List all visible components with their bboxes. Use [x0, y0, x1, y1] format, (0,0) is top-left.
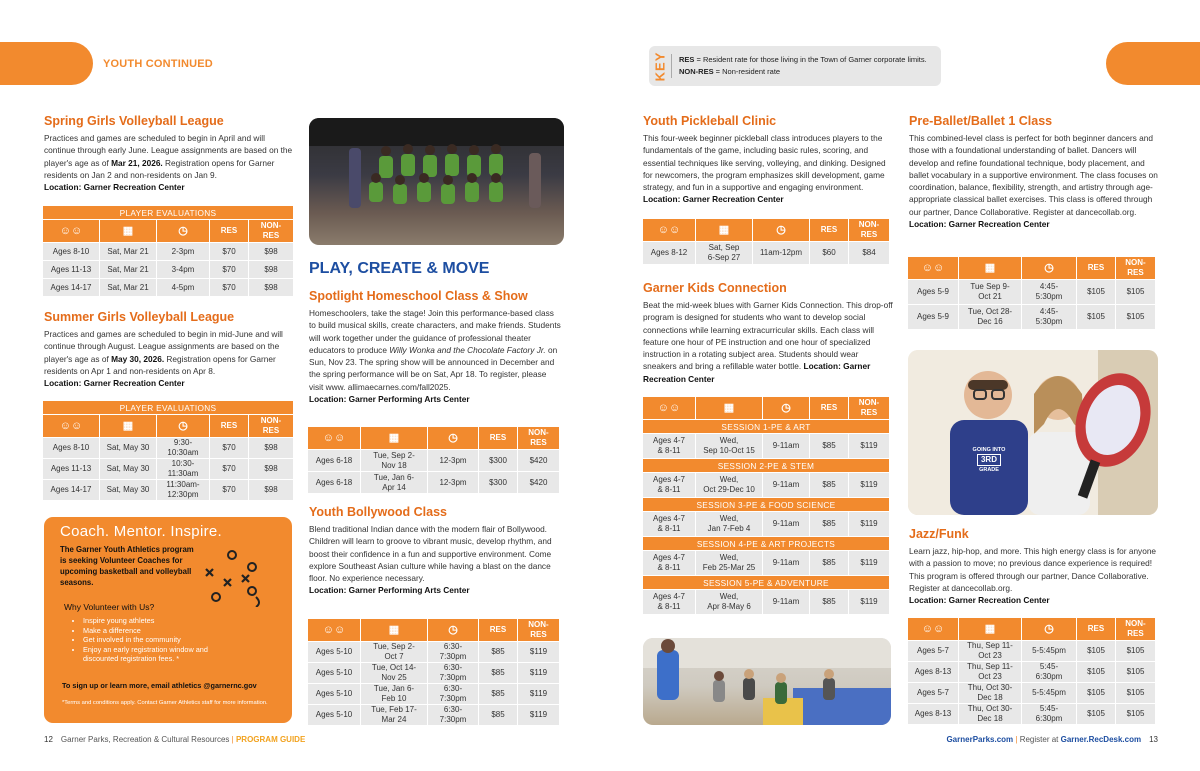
nonres-header: NON- RES: [249, 415, 293, 437]
table-cell: 5:45- 6:30pm: [1022, 704, 1076, 724]
table-cell: Sat, May 30: [100, 438, 156, 458]
table-cell: Wed, Feb 25-Mar 25: [696, 551, 762, 575]
table-cell: Ages 4-7 & 8-11: [643, 473, 695, 497]
session-bar: SESSION 4-PE & ART PROJECTS: [643, 537, 889, 550]
table-cell: $70: [210, 279, 248, 296]
nonres-header: NON- RES: [518, 427, 559, 449]
table-cell: Ages 5-9: [908, 280, 958, 304]
res-header: RES: [479, 427, 517, 449]
jazz-body: Learn jazz, hip-hop, and more. This high energy class is for anyone with a passion to move; no previous dance experience is required! This program is offered through our partner, Dance Collaborative. Register at dancecollab.org. Location: Garner Recreation Center: [909, 546, 1157, 606]
table-cell: $119: [518, 705, 559, 725]
coach-signup-text: To sign up or learn more, email athletics @garnernc.gov: [62, 681, 257, 690]
table-cell: $119: [849, 590, 889, 614]
table-cell: Ages 4-7 & 8-11: [643, 551, 695, 575]
table-cell: Thu, Oct 30- Dec 18: [959, 683, 1021, 703]
nonres-header: NON- RES: [849, 219, 889, 241]
table-cell: Ages 5-10: [308, 684, 360, 704]
table-row: [308, 684, 559, 704]
calendar-icon: ▦: [100, 415, 156, 437]
table-row: [643, 242, 889, 264]
table-cell: $119: [849, 473, 889, 497]
table-cell: $85: [479, 705, 517, 725]
table-cell: $98: [249, 279, 293, 296]
people-icon: ☺☺: [643, 219, 695, 241]
people-icon: ☺☺: [43, 415, 99, 437]
table-row: [43, 243, 293, 260]
clock-icon: ◷: [428, 427, 478, 449]
table-cell: 4:45- 5:30pm: [1022, 305, 1076, 329]
table-cell: Tue, Oct 14- Nov 25: [361, 663, 427, 683]
spring-volleyball-section: [44, 114, 294, 193]
table-cell: $105: [1077, 280, 1115, 304]
table-cell: 6:30- 7:30pm: [428, 663, 478, 683]
session-bar: SESSION 2-PE & STEM: [643, 459, 889, 472]
list-item: • Get involved in the community: [83, 635, 224, 645]
res-header: RES: [1077, 618, 1115, 640]
table-cell: $70: [210, 438, 248, 458]
table-cell: $98: [249, 243, 293, 260]
summer-volleyball-body: Practices and games are scheduled to begin in mid-June and will continue through August. League assignments are based on the player's age as of May 30, 2026. Registration opens for Garner residents on Apr 1 and non-residents on Apr 8. Location: Garner Recreation Center: [44, 329, 283, 389]
bollywood-title: Youth Bollywood Class: [309, 505, 447, 519]
spotlight-schedule-table: [307, 426, 560, 494]
table-row: [643, 473, 889, 497]
table-cell: Sat, Mar 21: [100, 261, 156, 278]
table-cell: Tue, Sep 2- Nov 18: [361, 450, 427, 471]
table-cell: Tue, Jan 6- Apr 14: [361, 472, 427, 493]
table-cell: Ages 5-10: [308, 663, 360, 683]
footer-site-link[interactable]: GarnerParks.com: [946, 735, 1014, 744]
table-cell: Ages 8-10: [43, 438, 99, 458]
clock-icon: ◷: [157, 415, 209, 437]
table-cell: $98: [249, 459, 293, 479]
people-icon: ☺☺: [643, 397, 695, 419]
coach-why-heading: Why Volunteer with Us?: [64, 602, 155, 612]
footer-program-guide: PROGRAM GUIDE: [235, 735, 306, 744]
clock-icon: ◷: [763, 397, 809, 419]
table-cell: 12-3pm: [428, 450, 478, 471]
table-cell: 6:30- 7:30pm: [428, 705, 478, 725]
table-cell: 12-3pm: [428, 472, 478, 493]
clock-icon: ◷: [753, 219, 809, 241]
pickleball-body: This four-week beginner pickleball class introduces players to the fundamentals of the game, including basic rules, scoring, and essential techniques like serving, volleying, and dinking. Designed for newcomers, the program emphasizes skill development, game strategy, and fun in a supportive and engaging environment. Location: Garner Recreation Center: [643, 133, 886, 205]
table-cell: Ages 5-9: [908, 305, 958, 329]
table-cell: $98: [249, 261, 293, 278]
table-cell: $85: [810, 551, 848, 575]
table-cell: 9-11am: [763, 551, 809, 575]
pickleball-schedule-table: [642, 218, 890, 265]
key-definitions: RES = Resident rate for those living in the Town of Garner corporate limits. NON-RES = Non-resident rate: [671, 54, 927, 78]
table-cell: Ages 11-13: [43, 459, 99, 479]
table-cell: 9-11am: [763, 512, 809, 536]
table-cell: Ages 5-7: [908, 683, 958, 703]
res-header: RES: [810, 219, 848, 241]
session-bar: SESSION 3-PE & FOOD SCIENCE: [643, 498, 889, 511]
table-cell: $85: [479, 663, 517, 683]
table-row: [43, 261, 293, 278]
spring-volleyball-title: Spring Girls Volleyball League: [44, 114, 224, 128]
table-cell: Sat, Mar 21: [100, 243, 156, 260]
nonres-header: NON- RES: [249, 220, 293, 242]
table-cell: Sat, Sep 6-Sep 27: [696, 242, 752, 264]
res-header: RES: [479, 619, 517, 641]
calendar-icon: ▦: [361, 619, 427, 641]
table-cell: $60: [810, 242, 848, 264]
table-cell: Ages 8-10: [43, 243, 99, 260]
table-row: [308, 642, 559, 662]
ballet-body: This combined-level class is perfect for both beginner dancers and those with a foundational understanding of ballet. Dancers will develop and refine foundational technique, body placement, and ballet vocabulary in a supportive environment. The class focuses on coordination, balance, flexibility, strength, and artistry through age-appropriate classical ballet exercises. This class is offered through our partner, Dance Collaborative. Register at dancecollab.org. Location: Garner Recreation Center: [909, 133, 1158, 230]
jazz-title: Jazz/Funk: [909, 527, 969, 541]
table-cell: Tue, Feb 17- Mar 24: [361, 705, 427, 725]
table-cell: 9:30- 10:30am: [157, 438, 209, 458]
table-cell: Ages 8-13: [908, 662, 958, 682]
table-row: [908, 280, 1155, 304]
table-cell: Tue Sep 9- Oct 21: [959, 280, 1021, 304]
list-item: • Make a difference: [83, 626, 224, 636]
table-cell: Ages 5-10: [308, 642, 360, 662]
table-row: [308, 472, 559, 493]
table-cell: Wed, Jan 7-Feb 4: [696, 512, 762, 536]
kids-connection-body: Beat the mid-week blues with Garner Kids Connection. This drop-off program is designed for students who want to develop social connections while learning extracurricular skills. Each class will feature one hour of PE instruction and one hour of specialized instruction in a rotating subject area. Students should wear sneakers and bring a refillable water bottle. Location: Garner Recreation Center: [643, 300, 893, 384]
table-cell: $300: [479, 472, 517, 493]
table-row: [643, 512, 889, 536]
table-cell: 5:45- 6:30pm: [1022, 662, 1076, 682]
table-cell: Ages 14-17: [43, 279, 99, 296]
pickleball-section: [643, 114, 893, 206]
table-cell: $119: [849, 512, 889, 536]
table-row: [43, 279, 293, 296]
footer-org: Garner Parks, Recreation & Cultural Resources: [60, 735, 230, 744]
bollywood-section: [309, 505, 561, 597]
bollywood-schedule-table: [307, 618, 560, 726]
clock-icon: ◷: [157, 220, 209, 242]
kids-connection-title: Garner Kids Connection: [643, 281, 787, 295]
table-cell: $105: [1077, 641, 1115, 661]
clock-icon: ◷: [428, 619, 478, 641]
session-bar: SESSION 5-PE & ADVENTURE: [643, 576, 889, 589]
table-cell: $119: [849, 434, 889, 458]
table-cell: 4:45- 5:30pm: [1022, 280, 1076, 304]
table-cell: $70: [210, 243, 248, 260]
res-header: RES: [1077, 257, 1115, 279]
table-cell: $420: [518, 472, 559, 493]
table-cell: $119: [518, 663, 559, 683]
coach-title: Coach. Mentor. Inspire.: [60, 523, 222, 540]
table-cell: $105: [1077, 305, 1115, 329]
table-cell: Thu, Sep 11- Oct 23: [959, 641, 1021, 661]
table-cell: $70: [210, 459, 248, 479]
nonres-header: NON- RES: [1116, 618, 1155, 640]
table-row: [908, 305, 1155, 329]
table-row: [908, 683, 1155, 703]
kids-connection-table: [642, 396, 890, 615]
table-cell: 5-5:45pm: [1022, 683, 1076, 703]
list-item: • Enjoy an early registration window and discounted registration fees. *: [83, 645, 224, 664]
table-row: [908, 704, 1155, 724]
table-cell: $84: [849, 242, 889, 264]
table-cell: 9-11am: [763, 473, 809, 497]
table-cell: Ages 11-13: [43, 261, 99, 278]
nonres-header: NON- RES: [1116, 257, 1155, 279]
coach-terms-text: *Terms and conditions apply. Contact Garner Athletics staff for more information.: [62, 700, 268, 706]
clock-icon: ◷: [1022, 257, 1076, 279]
spotlight-title: Spotlight Homeschool Class & Show: [309, 289, 528, 303]
table-cell: 3-4pm: [157, 261, 209, 278]
table-row: [308, 705, 559, 725]
people-icon: ☺☺: [43, 220, 99, 242]
summer-volleyball-title: Summer Girls Volleyball League: [44, 310, 235, 324]
table-cell: $300: [479, 450, 517, 471]
kids-gym-photo: [643, 638, 891, 725]
table-cell: 6:30- 7:30pm: [428, 684, 478, 704]
summer-volleyball-section: [44, 310, 294, 389]
table-cell: Tue, Jan 6- Feb 10: [361, 684, 427, 704]
jazz-section: [909, 527, 1159, 606]
table-cell: 11am-12pm: [753, 242, 809, 264]
table-cell: $85: [479, 684, 517, 704]
table-row: [43, 459, 293, 479]
footer-right: GarnerParks.com | Register at Garner.RecDesk.com 13: [946, 735, 1158, 744]
volleyball-team-photo: [309, 118, 564, 245]
table-cell: $98: [249, 480, 293, 500]
spring-volleyball-body: Practices and games are scheduled to begin in April and will continue through early June. League assignments are based on the player's age as of Mar 21, 2026. Registration opens for Garner residents on Jan 2 and non-residents on Jan 9. Location: Garner Recreation Center: [44, 133, 293, 193]
table-cell: 6:30- 7:30pm: [428, 642, 478, 662]
people-icon: ☺☺: [308, 619, 360, 641]
table-cell: Ages 4-7 & 8-11: [643, 512, 695, 536]
footer-recdesk-link[interactable]: Garner.RecDesk.com: [1060, 735, 1142, 744]
table-cell: $105: [1116, 662, 1155, 682]
ballet-section: [909, 114, 1159, 230]
table-cell: $105: [1077, 683, 1115, 703]
table-cell: $85: [810, 434, 848, 458]
table-bar-label: PLAYER EVALUATIONS: [43, 206, 293, 219]
people-icon: ☺☺: [908, 618, 958, 640]
table-cell: Sat, May 30: [100, 459, 156, 479]
table-cell: $119: [849, 551, 889, 575]
clock-icon: ◷: [1022, 618, 1076, 640]
table-row: [43, 480, 293, 500]
table-row: [308, 663, 559, 683]
table-cell: Sat, Mar 21: [100, 279, 156, 296]
table-bar-label: PLAYER EVALUATIONS: [43, 401, 293, 414]
table-cell: 2-3pm: [157, 243, 209, 260]
table-cell: $105: [1077, 704, 1115, 724]
play-create-move-heading: PLAY, CREATE & MOVE: [309, 260, 490, 277]
shirt-text: GOING INTO 3RD GRADE: [972, 447, 1006, 473]
table-cell: $105: [1116, 280, 1155, 304]
pickleball-kids-photo: [908, 350, 1158, 515]
table-cell: Ages 14-17: [43, 480, 99, 500]
nonres-header: NON- RES: [518, 619, 559, 641]
footer-left: 12 Garner Parks, Recreation & Cultural Resources | PROGRAM GUIDE: [44, 735, 306, 744]
table-cell: $98: [249, 438, 293, 458]
nonres-header: NON- RES: [849, 397, 889, 419]
table-cell: 5-5:45pm: [1022, 641, 1076, 661]
calendar-icon: ▦: [361, 427, 427, 449]
calendar-icon: ▦: [696, 397, 762, 419]
table-cell: $105: [1116, 305, 1155, 329]
table-cell: Ages 8-13: [908, 704, 958, 724]
res-header: RES: [810, 397, 848, 419]
spotlight-body: Homeschoolers, take the stage! Join this performance-based class to build musical skills, create characters, and make friends. Students will work together under the guidance of professional theater educators to produce Willy Wonka and the Chocolate Factory Jr. on Sun, Nov 23. The spring show will be announced in December and the spring performance will be on Sat, Apr 18. To register, please visit www. allimaecarnes.com/fall2025. Location: Garner Performing Arts Center: [309, 308, 561, 405]
table-cell: 11:30am- 12:30pm: [157, 480, 209, 500]
table-cell: Tue, Oct 28- Dec 16: [959, 305, 1021, 329]
page-number-left: 12: [44, 735, 53, 744]
table-cell: Ages 8-12: [643, 242, 695, 264]
list-item: • Inspire young athletes: [83, 616, 224, 626]
table-cell: 4-5pm: [157, 279, 209, 296]
people-icon: ☺☺: [908, 257, 958, 279]
table-cell: Ages 6-18: [308, 450, 360, 471]
table-cell: $119: [518, 684, 559, 704]
coach-recruitment-box: [44, 517, 292, 723]
calendar-icon: ▦: [696, 219, 752, 241]
table-cell: Ages 6-18: [308, 472, 360, 493]
table-cell: $105: [1116, 683, 1155, 703]
table-cell: 10:30- 11:30am: [157, 459, 209, 479]
table-cell: Ages 4-7 & 8-11: [643, 434, 695, 458]
table-cell: $85: [810, 590, 848, 614]
table-cell: $85: [810, 512, 848, 536]
table-cell: Thu, Oct 30- Dec 18: [959, 704, 1021, 724]
play-diagram-icon: [204, 547, 274, 607]
section-title-left: YOUTH CONTINUED: [103, 58, 213, 70]
summer-schedule-table: [42, 400, 294, 501]
calendar-icon: ▦: [100, 220, 156, 242]
calendar-icon: ▦: [959, 618, 1021, 640]
rate-key-box: [649, 46, 941, 86]
coach-intro: The Garner Youth Athletics program is seeking Volunteer Coaches for upcoming basketball and volleyball seasons.: [60, 545, 194, 587]
kids-connection-section: [643, 281, 893, 385]
key-tag: KEY: [652, 51, 668, 81]
res-header: RES: [210, 415, 248, 437]
table-cell: $105: [1077, 662, 1115, 682]
ballet-schedule-table: [907, 256, 1156, 330]
table-cell: $105: [1116, 641, 1155, 661]
table-cell: Thu, Sep 11- Oct 23: [959, 662, 1021, 682]
table-cell: $70: [210, 261, 248, 278]
table-row: [643, 551, 889, 575]
table-cell: 9-11am: [763, 590, 809, 614]
header-tab-left: [0, 42, 93, 85]
table-cell: 9-11am: [763, 434, 809, 458]
calendar-icon: ▦: [959, 257, 1021, 279]
table-cell: Sat, May 30: [100, 480, 156, 500]
table-cell: Wed, Oct 29-Dec 10: [696, 473, 762, 497]
table-cell: $420: [518, 450, 559, 471]
header-tab-right: [1106, 42, 1200, 85]
pickleball-title: Youth Pickleball Clinic: [643, 114, 777, 128]
spotlight-section: [309, 289, 561, 405]
table-cell: $85: [479, 642, 517, 662]
ballet-title: Pre-Ballet/Ballet 1 Class: [909, 114, 1053, 128]
bollywood-body: Blend traditional Indian dance with the modern flair of Bollywood. Children will learn to groove to vibrant music, develop rhythm, and boost their confidence in a fun and supportive environment. Come explore Southeast Asian culture while having a blast on the dance floor. No experience necessary. Location: Garner Performing Arts Center: [309, 524, 552, 596]
page-number-right: 13: [1149, 735, 1158, 744]
table-cell: Wed, Apr 8-May 6: [696, 590, 762, 614]
table-row: [308, 450, 559, 471]
spring-schedule-table: [42, 205, 294, 297]
table-cell: Tue, Sep 2- Oct 7: [361, 642, 427, 662]
table-cell: $85: [810, 473, 848, 497]
jazz-schedule-table: [907, 617, 1156, 725]
table-cell: Wed, Sep 10-Oct 15: [696, 434, 762, 458]
people-icon: ☺☺: [308, 427, 360, 449]
coach-benefits-list: [74, 616, 224, 664]
table-cell: Ages 5-7: [908, 641, 958, 661]
table-row: [643, 590, 889, 614]
table-row: [908, 662, 1155, 682]
table-row: [43, 438, 293, 458]
session-bar: SESSION 1-PE & ART: [643, 420, 889, 433]
table-cell: $70: [210, 480, 248, 500]
table-cell: $105: [1116, 704, 1155, 724]
res-header: RES: [210, 220, 248, 242]
table-cell: Ages 4-7 & 8-11: [643, 590, 695, 614]
table-row: [908, 641, 1155, 661]
table-cell: $119: [518, 642, 559, 662]
table-cell: Ages 5-10: [308, 705, 360, 725]
table-row: [643, 434, 889, 458]
